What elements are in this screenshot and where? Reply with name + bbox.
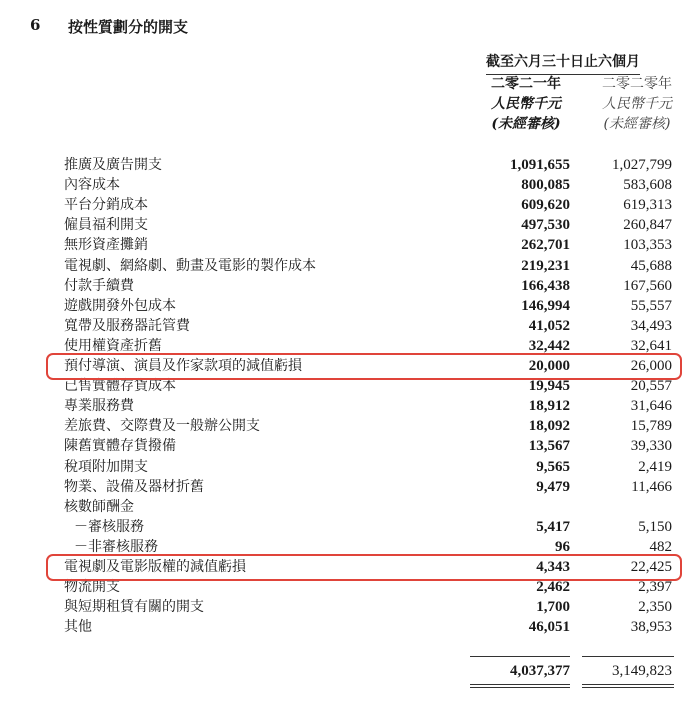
value-2021: 1,700 bbox=[536, 599, 570, 616]
value-2020: 26,000 bbox=[630, 358, 672, 374]
column-audit: (未經審核) bbox=[603, 116, 671, 132]
value-2020: 39,330 bbox=[630, 438, 672, 455]
row-label: 平台分銷成本 bbox=[64, 197, 148, 214]
row-label: 陳舊實體存貨撥備 bbox=[64, 438, 176, 455]
table-row bbox=[0, 517, 700, 537]
row-label: 專業服務費 bbox=[64, 398, 134, 415]
value-2020: 31,646 bbox=[630, 398, 672, 415]
row-label: 物流開支 bbox=[64, 579, 120, 596]
note-title: 按性質劃分的開支 bbox=[68, 18, 189, 36]
value-2021: 2,462 bbox=[536, 579, 570, 596]
value-2020: 22,425 bbox=[630, 559, 672, 575]
value-2021: 1,091,655 bbox=[510, 157, 570, 173]
value-2020: 32,641 bbox=[630, 337, 672, 354]
table-row bbox=[0, 296, 700, 316]
column-header-2021 bbox=[479, 74, 573, 134]
row-label: 使用權資產折舊 bbox=[64, 337, 162, 354]
row-label: 電視劇及電影版權的減值虧損 bbox=[64, 559, 246, 575]
total-rule-2021 bbox=[470, 656, 570, 657]
table-row bbox=[0, 316, 700, 336]
value-2021: 4,343 bbox=[536, 559, 570, 575]
note-number: 6 bbox=[30, 16, 41, 34]
value-2020: 55,557 bbox=[630, 297, 672, 314]
table-row bbox=[0, 416, 700, 436]
value-2021: 146,994 bbox=[521, 297, 570, 314]
value-2021: 262,701 bbox=[521, 237, 570, 254]
value-2020: 167,560 bbox=[623, 277, 672, 294]
table-row bbox=[0, 256, 700, 276]
table-row bbox=[0, 597, 700, 617]
row-label: 預付導演、演員及作家款項的減值虧損 bbox=[64, 358, 302, 374]
row-label: 核數師酬金 bbox=[64, 498, 134, 515]
row-label: 電視劇、網絡劇、動畫及電影的製作成本 bbox=[64, 257, 316, 274]
value-2020: 38,953 bbox=[630, 619, 672, 636]
row-label: 稅項附加開支 bbox=[64, 458, 148, 475]
row-label: 寬帶及服務器託管費 bbox=[64, 317, 190, 334]
column-audit: (未經審核) bbox=[491, 116, 561, 132]
row-label: 差旅費、交際費及一般辦公開支 bbox=[64, 418, 260, 435]
row-label: 物業、設備及器材折舊 bbox=[64, 478, 204, 495]
table-row bbox=[0, 497, 700, 517]
column-unit: 人民幣千元 bbox=[602, 96, 672, 112]
table-row bbox=[0, 195, 700, 215]
highlight-box bbox=[46, 353, 682, 380]
table-row bbox=[0, 617, 700, 637]
period-label: 截至六月三十日止六個月 bbox=[486, 52, 640, 75]
value-2021: 19,945 bbox=[528, 378, 570, 395]
value-2020: 11,466 bbox=[631, 478, 672, 495]
table-row bbox=[0, 477, 700, 497]
row-label: －審核服務 bbox=[74, 518, 144, 535]
row-label: 遊戲開發外包成本 bbox=[64, 297, 176, 314]
row-label: 僱員福利開支 bbox=[64, 217, 148, 234]
period-header bbox=[486, 52, 676, 75]
row-label: －非審核服務 bbox=[74, 538, 158, 555]
column-year: 二零二零年 bbox=[602, 76, 672, 92]
value-2020: 2,419 bbox=[638, 458, 672, 475]
double-rule-2020 bbox=[582, 684, 674, 688]
column-unit: 人民幣千元 bbox=[491, 96, 561, 112]
row-label: 無形資產攤銷 bbox=[64, 237, 148, 254]
column-header-2020 bbox=[590, 74, 684, 134]
value-2021: 497,530 bbox=[521, 217, 570, 234]
value-2020: 15,789 bbox=[630, 418, 672, 435]
value-2021: 800,085 bbox=[521, 177, 570, 194]
value-2020: 1,027,799 bbox=[612, 157, 672, 173]
total-2020: 3,149,823 bbox=[612, 663, 672, 679]
value-2020: 2,397 bbox=[638, 579, 672, 596]
value-2021: 166,438 bbox=[521, 277, 570, 294]
row-label: 其他 bbox=[64, 619, 92, 636]
value-2021: 18,092 bbox=[528, 418, 570, 435]
table-row bbox=[0, 155, 700, 175]
value-2021: 18,912 bbox=[528, 398, 570, 415]
value-2020: 103,353 bbox=[623, 237, 672, 254]
value-2021: 5,417 bbox=[536, 518, 570, 535]
value-2020: 45,688 bbox=[630, 257, 672, 274]
column-year: 二零二一年 bbox=[491, 76, 561, 92]
value-2020: 20,557 bbox=[630, 378, 672, 395]
value-2020: 5,150 bbox=[638, 518, 672, 535]
value-2021: 13,567 bbox=[528, 438, 570, 455]
value-2020: 2,350 bbox=[638, 599, 672, 616]
table-row bbox=[0, 276, 700, 296]
value-2021: 20,000 bbox=[528, 358, 570, 374]
table-row bbox=[0, 175, 700, 195]
highlight-box bbox=[46, 554, 682, 581]
table-row bbox=[0, 436, 700, 456]
row-label: 推廣及廣告開支 bbox=[64, 157, 162, 173]
row-label: 與短期租賃有關的開支 bbox=[64, 599, 204, 616]
table-row bbox=[0, 235, 700, 255]
table-row bbox=[0, 457, 700, 477]
value-2021: 96 bbox=[555, 538, 570, 555]
value-2021: 9,565 bbox=[536, 458, 570, 475]
value-2020: 619,313 bbox=[623, 197, 672, 214]
double-rule-2021 bbox=[470, 684, 570, 688]
table-row bbox=[0, 396, 700, 416]
value-2021: 46,051 bbox=[528, 619, 570, 636]
table-row bbox=[0, 215, 700, 235]
row-label: 內容成本 bbox=[64, 177, 120, 194]
value-2020: 260,847 bbox=[623, 217, 672, 234]
row-label: 付款手續費 bbox=[64, 277, 134, 294]
row-label: 已售實體存貨成本 bbox=[64, 378, 176, 395]
total-2021: 4,037,377 bbox=[510, 663, 570, 679]
value-2021: 9,479 bbox=[536, 478, 570, 495]
value-2021: 609,620 bbox=[521, 197, 570, 214]
value-2021: 219,231 bbox=[521, 257, 570, 274]
value-2020: 34,493 bbox=[630, 317, 672, 334]
value-2021: 41,052 bbox=[528, 317, 570, 334]
total-rule-2020 bbox=[582, 656, 674, 657]
value-2021: 32,442 bbox=[528, 337, 570, 354]
value-2020: 583,608 bbox=[623, 177, 672, 194]
value-2020: 482 bbox=[649, 538, 672, 555]
